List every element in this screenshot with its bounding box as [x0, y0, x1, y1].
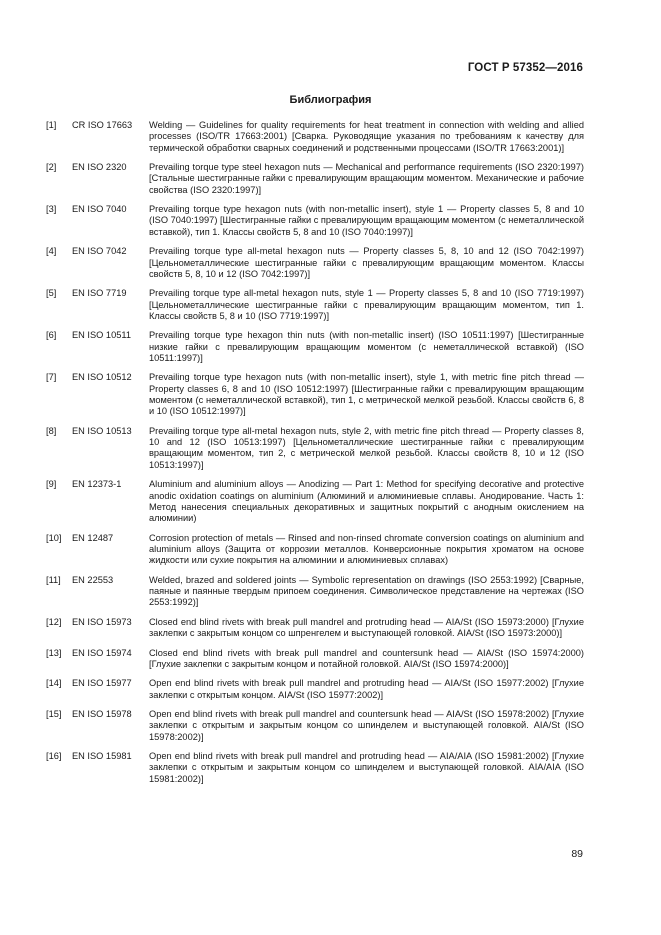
entry-description: Welded, brazed and soldered joints — Symbolic representation on drawings (ISO 2553:1992) [Сварные, паяные и паянные твердым припоем соединения. Символическое представление на чертежах (ISO 2553:1992)]	[149, 574, 584, 608]
entry-number: [12]	[46, 616, 62, 627]
entry-description: Prevailing torque type steel hexagon nuts — Mechanical and performance requirements (ISO 2320:1997) [Стальные шестигранные гайки с превалирующим вращающим моментом. Механические и рабочие свойства (ISO 2320:1997)]	[149, 162, 584, 195]
entry-description: Open end blind rivets with break pull mandrel and countersunk head — AIA/St (ISO 15978:2002) [Глухие заклепки с открытым и закрытым концом со шпинделем и выступающей головкой. AIA/St (ISO 15978:2002)]	[149, 709, 584, 742]
bibliography-entry	[46, 246, 584, 280]
entry-description: Welding — Guidelines for quality requirements for heat treatment in connection with welding and allied processes (ISO/TR 17663:2001) [Сварка. Руководящие указания по требованиям к качеству для термической обработки сварных соединений и родственными процессами (ISO/TR 17663:2001)]	[149, 120, 584, 153]
entry-description: Prevailing torque type hexagon thin nuts (with non-metallic insert) (ISO 10511:1997) [Шестигранные низкие гайки с превалирующим вращающим моментом (с неметаллической вставкой) (ISO 10511:1997)]	[149, 330, 584, 363]
page-number: 89	[571, 848, 583, 860]
entry-number: [6]	[46, 330, 57, 341]
entry-number: [4]	[46, 246, 57, 257]
bibliography-entry	[46, 751, 584, 785]
bibliography-entry	[46, 426, 584, 471]
entry-number: [1]	[46, 120, 57, 130]
entry-standard-code: EN ISO 15974	[72, 647, 132, 658]
bibliography-entry	[46, 678, 584, 701]
entry-description: Closed end blind rivets with break pull mandrel and protruding head — AIA/St (ISO 15973:2000) [Глухие заклепки с закрытым концом со шпренгелем и выступающей головкой. AIA/St (ISO 15973:2000)]	[149, 616, 584, 639]
entry-number: [8]	[46, 425, 57, 436]
entry-description: Prevailing torque type all-metal hexagon nuts, style 1 — Property classes 5, 8 and 10 (ISO 7719:1997) [Цельнометаллические шестигранные гайки с превалирующим вращающим моментом, тип 1. Классы свойств 5, 8 и 10 (ISO 7719:1997)]	[149, 288, 584, 321]
entry-description: Open end blind rivets with break pull mandrel and protruding head — AIA/AIA (ISO 15981:2002) [Глухие заклепки с открытым и закрытым концом со шпинделем и выступающей головкой. AIA/AIA (ISO 15981:2002)]	[149, 751, 584, 784]
entry-standard-code: EN ISO 10513	[72, 425, 132, 436]
entry-description: Open end blind rivets with break pull mandrel and protruding head — AIA/St (ISO 15977:2002) [Глухие заклепки с открытым концом. AIA/St (ISO 15977:2002)]	[149, 678, 584, 700]
entry-number: [11]	[46, 574, 61, 585]
entry-standard-code: EN ISO 7042	[72, 246, 127, 257]
entry-standard-code: EN ISO 7719	[72, 288, 127, 299]
entry-number: [7]	[46, 372, 57, 383]
entry-number: [16]	[46, 751, 62, 762]
entry-description: Prevailing torque type all-metal hexagon nuts — Property classes 5, 8, 10 and 12 (ISO 7042:1997) [Цельнометаллические шестигранные гайки с превалирующим вращающим моментом. Классы свойств 5, 8, 10 и 12 (ISO 7042:1997)]	[149, 246, 584, 279]
entry-standard-code: EN 12373-1	[72, 479, 122, 490]
bibliography-entry	[46, 120, 584, 154]
entry-description: Prevailing torque type hexagon nuts (with non-metallic insert), style 1, with metric fine pitch thread — Property classes 6, 8 and 10 (ISO 10512:1997) [Шестигранные гайки с превалирующим вращающим моментом (с неметаллической вставкой), тип 1, с метрической мелкой резьбой. Классы свойств 6, 8 и 10 (ISO 10512:1997)]	[149, 372, 584, 417]
bibliography-entry	[46, 204, 584, 238]
entry-standard-code: EN ISO 15973	[72, 616, 132, 627]
entry-standard-code: EN ISO 15981	[72, 751, 132, 762]
bibliography-entry	[46, 479, 584, 524]
entry-description: Prevailing torque type all-metal hexagon nuts, style 2, with metric fine pitch thread — Property classes 8, 10 and 12 (ISO 10513:1997) [Цельнометаллические шестигранные гайки с превалирующим вращающим моментом, тип 2, с метрической мелкой резьбой. Классы свойств 8, 10 и 12 (ISO 10513:1997)]	[149, 425, 584, 470]
entry-number: [10]	[46, 532, 62, 543]
entry-description: Prevailing torque type hexagon nuts (with non-metallic insert), style 1 — Property classes 5, 8 and 10 (ISO 7040:1997) [Шестигранные гайки с превалирующим вращающим моментом (с неметаллической вставкой), тип 1. Классы свойств 5, 8 and 10 (ISO 7040:1997)]	[149, 204, 584, 237]
entry-number: [15]	[46, 709, 62, 720]
entry-standard-code: EN ISO 10512	[72, 372, 132, 383]
entry-standard-code: EN ISO 10511	[72, 330, 131, 341]
bibliography-list	[46, 120, 584, 793]
bibliography-entry	[46, 533, 584, 567]
bibliography-title: Библиография	[289, 94, 372, 106]
entry-standard-code: EN ISO 15978	[72, 709, 132, 720]
entry-standard-code: EN ISO 2320	[72, 162, 127, 173]
bibliography-entry	[46, 575, 584, 609]
entry-standard-code: EN ISO 7040	[72, 204, 127, 215]
bibliography-entry	[46, 288, 584, 322]
bibliography-entry	[46, 648, 584, 671]
entry-number: [3]	[46, 204, 57, 215]
entry-description: Closed end blind rivets with break pull mandrel and countersunk head — AIA/St (ISO 15974:2000) [Глухие заклепки с закрытым концом и потайной головкой. AIA/St (ISO 15974:2000)]	[149, 647, 584, 669]
bibliography-entry	[46, 330, 584, 364]
entry-number: [13]	[46, 647, 62, 658]
bibliography-entry	[46, 617, 584, 640]
entry-standard-code: CR ISO 17663	[72, 120, 133, 130]
entry-standard-code: EN 22553	[72, 574, 114, 585]
entry-description: Aluminium and aluminium alloys — Anodizing — Part 1: Method for specifying decorative and protective anodic oxidation coatings on aluminium (Алюминий и алюминиевые сплавы. Анодирование. Часть 1: Метод нанесения специальных декоративных и защитных покрытий с анодным окислением на алюминии)	[149, 479, 584, 524]
bibliography-entry	[46, 709, 584, 743]
entry-number: [14]	[46, 678, 62, 689]
document-code: ГОСТ Р 57352—2016	[467, 62, 583, 74]
entry-standard-code: EN 12487	[72, 532, 114, 543]
bibliography-entry	[46, 372, 584, 417]
entry-number: [2]	[46, 162, 57, 173]
entry-number: [5]	[46, 288, 57, 299]
entry-standard-code: EN ISO 15977	[72, 678, 132, 689]
entry-description: Corrosion protection of metals — Rinsed and non-rinsed chromate conversion coatings on aluminium and aluminium alloys (Защита от коррозии металлов. Конверсионные покрытия хроматом на основе жидкости или сухие покрытия на алюминии и алюминиевых сплавах)	[149, 532, 584, 566]
bibliography-entry	[46, 162, 584, 196]
entry-number: [9]	[46, 479, 57, 490]
